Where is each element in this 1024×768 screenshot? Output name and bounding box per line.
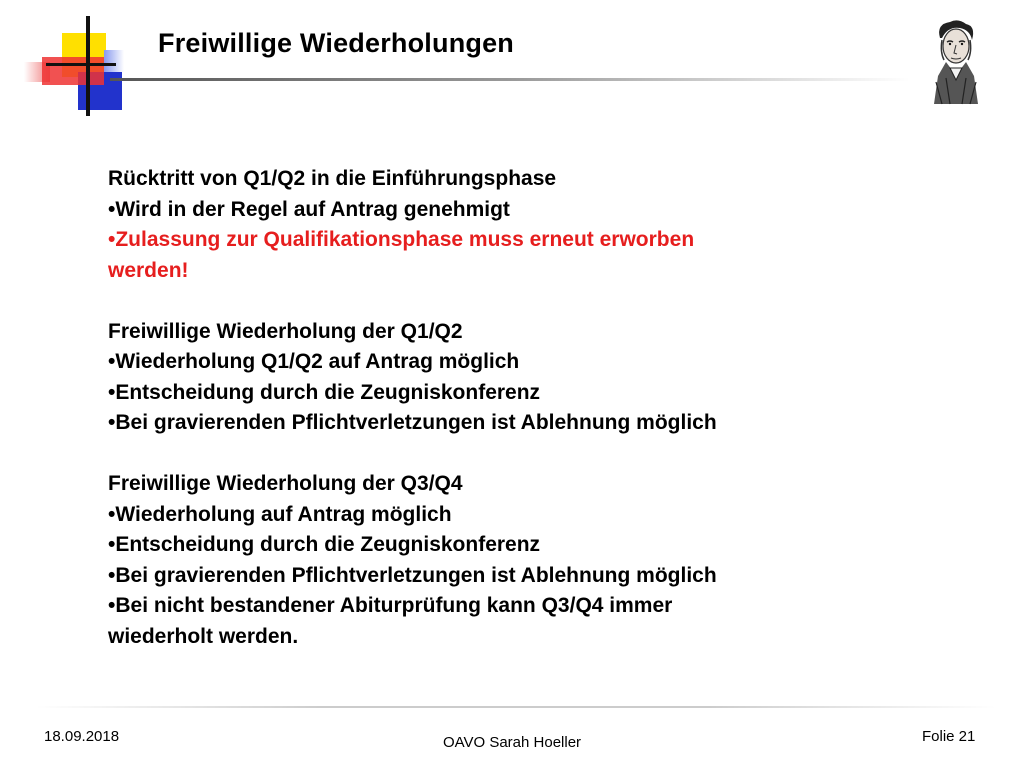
header-divider: [110, 78, 910, 81]
section-heading: Rücktritt von Q1/Q2 in die Einführungsphase: [108, 167, 557, 190]
slide-title: Freiwillige Wiederholungen: [158, 28, 514, 58]
footer-divider: [36, 706, 996, 708]
footer-author: OAVO Sarah Hoeller: [442, 734, 582, 751]
portrait-sketch-icon: [926, 16, 986, 106]
footer-page-number: Folie 21: [922, 728, 976, 745]
bullet-item-continued: wiederholt werden.: [108, 624, 299, 648]
bullet-item: •Bei gravierenden Pflichtverletzungen ist Ablehnung möglich: [108, 411, 717, 434]
bullet-item: •Wiederholung auf Antrag möglich: [108, 502, 452, 526]
section-spacer: [108, 439, 908, 470]
bauhaus-logo-icon: [0, 0, 140, 120]
section-spacer: [108, 286, 908, 317]
bullet-item: •Bei gravierenden Pflichtverletzungen ist Ablehnung möglich: [108, 563, 717, 587]
section-heading: Freiwillige Wiederholung der Q3/Q4: [108, 472, 463, 495]
footer-date: 18.09.2018: [44, 728, 120, 745]
section-heading: Freiwillige Wiederholung der Q1/Q2: [108, 319, 463, 343]
bullet-item: •Bei nicht bestandener Abiturprüfung kann Q3/Q4 immer: [108, 594, 673, 617]
bullet-item: •Entscheidung durch die Zeugniskonferenz: [108, 533, 541, 556]
bullet-item: •Wiederholung Q1/Q2 auf Antrag möglich: [108, 350, 520, 373]
bullet-item: •Wird in der Regel auf Antrag genehmigt: [108, 197, 510, 221]
bullet-item-highlight: •Zulassung zur Qualifikationsphase muss erneut erworben: [108, 228, 695, 251]
bullet-item-highlight-continued: werden!: [108, 258, 189, 282]
slide-body: [108, 164, 908, 652]
bullet-item: •Entscheidung durch die Zeugniskonferenz: [108, 380, 541, 404]
